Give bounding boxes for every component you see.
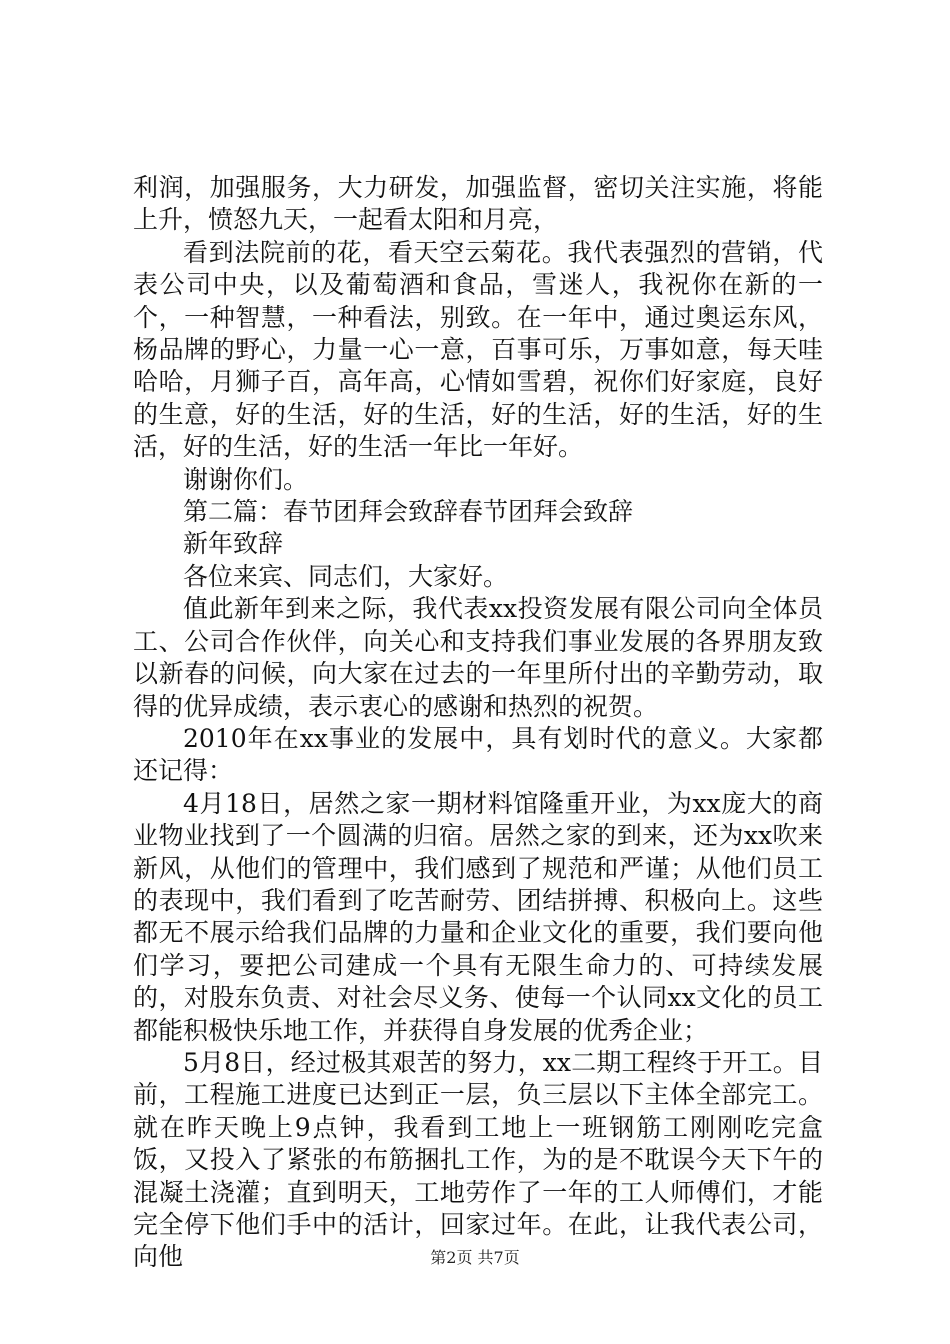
paragraph-1: 利润，加强服务，大力研发，加强监督，密切关注实施，将能上升，愤怒九天，一起看太阳和月亮，	[133, 173, 823, 235]
paragraph-6: 各位来宾、同志们，大家好。	[183, 561, 509, 591]
paragraph-8: 2010年在xx事业的发展中，具有划时代的意义。大家都还记得：	[133, 723, 823, 786]
paragraph-2: 看到法院前的花，看天空云菊花。我代表强烈的营销，代表公司中央，以及葡萄酒和食品，雪迷人，我祝你在新的一个，一种智慧，一种看法，别致。在一年中，通过奥运东风，杨品牌的野心，力量一心一意，百事可乐，万事如意，每天哇哈哈，月狮子百，高年高，心情如雪碧，祝你们好家庭，良好的生意，好的生活，好的生活，好的生活，好的生活，好的生活，好的生活，好的生活一年比一年好。	[133, 237, 823, 462]
paragraph-5: 新年致辞	[183, 529, 284, 559]
page-number-label: 第2页 共7页	[430, 1248, 520, 1267]
paragraph-4: 第二篇：春节团拜会致辞春节团拜会致辞	[183, 497, 634, 527]
document-body	[133, 172, 823, 1274]
page-footer	[0, 1245, 950, 1268]
paragraph-10: 5月8日，经过极其艰苦的努力，xx二期工程终于开工。目前，工程施工进度已达到正一层，负三层以下主体全部完工。就在昨天晚上9点钟，我看到工地上一班钢筋工刚刚吃完盒饭，又投入了紧张的布筋捆扎工作，为的是不耽误今天下午的混凝土浇灌；直到明天，工地劳作了一年的工人师傅们，才能完全停下他们手中的活计，回家过年。在此，让我代表公司，向他	[133, 1047, 823, 1272]
paragraph-9: 4月18日，居然之家一期材料馆隆重开业，为xx庞大的商业物业找到了一个圆满的归宿。居然之家的到来，还为xx吹来新风，从他们的管理中，我们感到了规范和严谨；从他们员工的表现中，我们看到了吃苦耐劳、团结拼搏、积极向上。这些都无不展示给我们品牌的力量和企业文化的重要，我们要向他们学习，要把公司建成一个具有无限生命力的、可持续发展的，对股东负责、对社会尽义务、使每一个认同xx文化的员工都能积极快乐地工作，并获得自身发展的优秀企业；	[133, 788, 823, 1045]
paragraph-7: 值此新年到来之际，我代表xx投资发展有限公司向全体员工、公司合作伙伴，向关心和支持我们事业发展的各界朋友致以新春的问候，向大家在过去的一年里所付出的辛勤劳动，取得的优异成绩，表示衷心的感谢和热烈的祝贺。	[133, 594, 823, 721]
paragraph-3: 谢谢你们。	[183, 464, 309, 494]
